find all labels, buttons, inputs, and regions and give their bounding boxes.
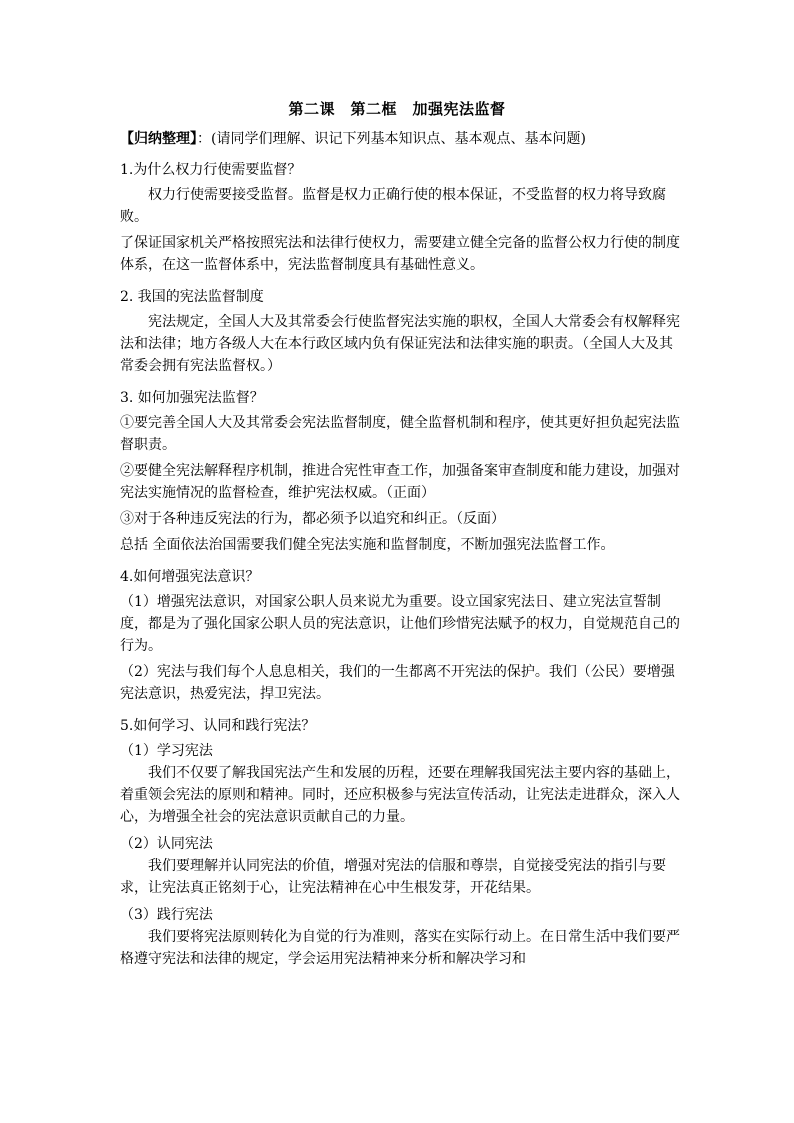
section-5-sub-2-text: 我们要理解并认同宪法的价值，增强对宪法的信服和尊崇，自觉接受宪法的指引与要求，让宪法真正铭刻于心，让宪法精神在心中生根发芽，开花结果。 xyxy=(120,858,666,896)
section-4-item-1: （1）增强宪法意识，对国家公职人员来说尤为重要。设立国家宪法日、建立宪法宣誓制度，都是为了强化国家公职人员的宪法意识，让他们珍惜宪法赋予的权力，自觉规范自己的行为。 xyxy=(120,594,680,654)
section-4-heading: 4.如何增强宪法意识？ xyxy=(120,569,260,585)
section-1-para-2: 了保证国家机关严格按照宪法和法律行使权力，需要建立健全完备的监督公权力行使的制度体系，在这一监督体系中，宪法监督制度具有基础性意义。 xyxy=(120,235,680,273)
section-1-heading: 1.为什么权力行使需要监督？ xyxy=(120,162,302,178)
summary-bracket: 【归纳整理】 xyxy=(120,131,197,147)
section-4-item-2: （2）宪法与我们每个人息息相关，我们的一生都离不开宪法的保护。我们（公民）要增强宪法意识，热爱宪法，捍卫宪法。 xyxy=(120,664,675,702)
section-1-para-1: 权力行使需要接受监督。监督是权力正确行使的根本保证，不受监督的权力将导致腐败。 xyxy=(120,187,666,225)
summary-heading xyxy=(120,128,680,150)
section-5-sub-1-label: （1）学习宪法 xyxy=(120,743,213,759)
section-3-heading: 3. 如何加强宪法监督？ xyxy=(120,390,264,406)
section-5-heading: 5.如何学习、认同和践行宪法？ xyxy=(120,718,316,734)
section-5-sub-3-label: （3）践行宪法 xyxy=(120,907,213,923)
section-3-item-1: ①要完善全国人大及其常委会宪法监督制度，健全监督机制和程序，使其更好担负起宪法监督职责。 xyxy=(120,415,680,453)
section-2-heading: 2. 我国的宪法监督制度 xyxy=(120,289,264,305)
document-body xyxy=(120,128,680,970)
page-title: 第二课 第二框 加强宪法监督 xyxy=(288,100,506,118)
summary-note: ：(请同学们理解、识记下列基本知识点、基本观点、基本问题) xyxy=(197,131,586,147)
section-3-summary: 总括 全面依法治国需要我们健全宪法实施和监督制度，不断加强宪法监督工作。 xyxy=(120,537,615,553)
section-3-item-3: ③对于各种违反宪法的行为，都必须予以追究和纠正。（反面） xyxy=(120,511,505,527)
section-5-sub-2-label: （2）认同宪法 xyxy=(120,836,213,852)
section-5-sub-1-text: 我们不仅要了解我国宪法产生和发展的历程，还要在理解我国宪法主要内容的基础上，着重领会宪法的原则和精神。同时，还应积极参与宪法宣传活动，让宪法走进群众，深入人心，为增强全社会的宪法意识贡献自己的力量。 xyxy=(120,765,680,825)
section-3-item-2: ②要健全宪法解释程序机制，推进合宪性审查工作，加强备案审查制度和能力建设，加强对宪法实施情况的监督检查，维护宪法权威。（正面） xyxy=(120,463,680,501)
section-5-sub-3-text: 我们要将宪法原则转化为自觉的行为准则，落实在实际行动上。在日常生活中我们要严格遵守宪法和法律的规定，学会运用宪法精神来分析和解决学习和 xyxy=(120,929,680,967)
section-2-para-1: 宪法规定，全国人大及其常委会行使监督宪法实施的职权，全国人大常委会有权解释宪法和法律；地方各级人大在本行政区域内负有保证宪法和法律实施的职责。（全国人大及其常委会拥有宪法监督权。） xyxy=(120,314,680,374)
